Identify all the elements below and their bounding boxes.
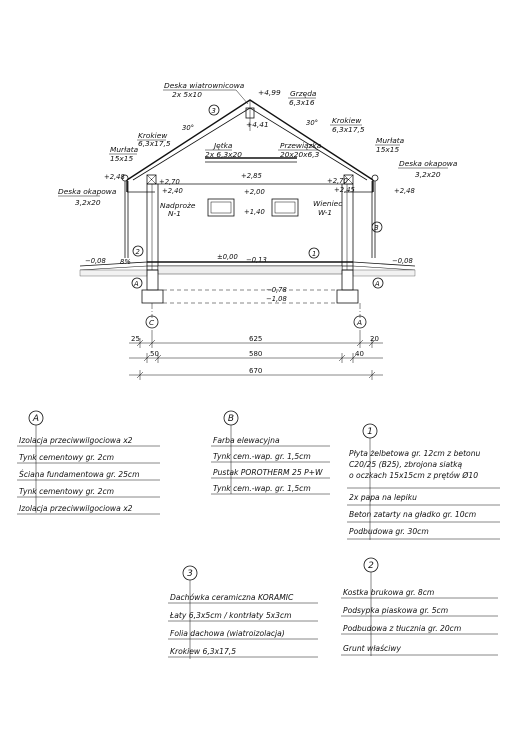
legend-2 — [341, 558, 498, 656]
label-krokiew-left-dim: 6,3x17,5 — [138, 139, 171, 148]
right-wall — [342, 184, 353, 270]
gutter-right — [372, 175, 378, 181]
dim-670: 670 — [249, 367, 263, 375]
elev-1-40: +1,40 — [244, 208, 265, 216]
legend-b-row-1: Farba elewacyjna — [213, 436, 280, 445]
elev-0-08-left: −0,08 — [85, 257, 106, 265]
dim-50: 50 — [150, 350, 159, 358]
elev-2-48-left: +2,48 — [104, 173, 125, 181]
elev-4-99: +4,99 — [258, 88, 281, 97]
label-grzeda-dim: 6,3x16 — [289, 98, 315, 107]
elev-2-70-left: +2,70 — [159, 178, 180, 186]
legend-2-row-4: Grunt właściwy — [343, 644, 402, 653]
elev-2-70-right: +2,70 — [327, 177, 348, 185]
dim-20: 20 — [370, 335, 379, 343]
dim-625: 625 — [249, 335, 263, 343]
label-jetka: Jętka — [214, 141, 233, 150]
legend-b-row-2: Tynk cem.-wap. gr. 1,5cm — [213, 452, 311, 461]
elev-0-13: −0,13 — [246, 256, 267, 264]
label-nadproze-id: N-1 — [168, 209, 181, 218]
legend-3-row-2: Łaty 6,3x5cm / kontrłaty 5x3cm — [170, 611, 292, 620]
elev-0-00: ±0,00 — [217, 253, 238, 261]
legend-3-row-1: Dachówka ceramiczna KORAMIC — [170, 593, 294, 602]
legend-1-row-2: C20/25 (B25), zbrojona siatką — [349, 460, 463, 469]
legend-a-row-2: Tynk cementowy gr. 2cm — [19, 453, 115, 462]
legend-2-row-3: Podbudowa z tłucznia gr. 20cm — [343, 624, 462, 633]
legend-3-tag: 3 — [187, 569, 193, 579]
label-jetka-dim: 2x 6,3x20 — [205, 150, 242, 159]
label-wieniec: Wieniec — [313, 199, 343, 208]
label-krokiew-left: Krokiew — [138, 131, 168, 140]
label-murlata-left: Murłata — [110, 145, 139, 154]
label-murlata-right: Murłata — [376, 136, 405, 145]
label-murlata-right-dim: 15x15 — [376, 145, 400, 154]
left-wall — [147, 184, 158, 270]
tag-3-roof: 3 — [211, 107, 216, 115]
elev-2-48-right: +2,48 — [394, 187, 415, 195]
legend-a-tag: A — [32, 414, 40, 424]
foundation-wall-right — [342, 270, 353, 290]
legend-1-row-4: 2x papa na lepiku — [349, 493, 417, 502]
legend-b — [211, 411, 330, 494]
legend-a-row-3: Ściana fundamentowa gr. 25cm — [19, 470, 140, 479]
legend-1-row-6: Podbudowa gr. 30cm — [349, 527, 429, 536]
elev-1-08: −1,08 — [266, 295, 287, 303]
legend-2-row-2: Podsypka piaskowa gr. 5cm — [343, 606, 449, 615]
window-left — [208, 199, 234, 216]
elev-2-85: +2,85 — [241, 172, 262, 180]
label-murlata-left-dim: 15x15 — [110, 154, 134, 163]
tag-B-wall: B — [374, 224, 379, 232]
slope-8: 8% — [120, 258, 131, 266]
footing-left — [142, 290, 163, 303]
tag-A-right: A — [375, 280, 380, 288]
elev-2-00: +2,00 — [244, 188, 265, 196]
legend-1-row-1: Płyta żelbetowa gr. 12cm z betonu — [349, 449, 481, 458]
elev-0-08-right: −0,08 — [392, 257, 413, 265]
angle-left: 30° — [182, 124, 195, 132]
dim-580: 580 — [249, 350, 263, 358]
legend-2-row-1: Kostka brukowa gr. 8cm — [343, 588, 435, 597]
legend-a-row-4: Tynk cementowy gr. 2cm — [19, 487, 115, 496]
legend-b-row-4: Tynk cem.-wap. gr. 1,5cm — [213, 484, 311, 493]
dim-40: 40 — [355, 350, 364, 358]
legend-1-row-5: Beton zatarty na gładko gr. 10cm — [349, 510, 477, 519]
angle-right: 30° — [306, 119, 319, 127]
legend-2-tag: 2 — [368, 561, 374, 571]
legend-a — [17, 411, 160, 514]
label-deska-wiatrownicowa-dim: 2x 5x10 — [172, 90, 202, 99]
axis-c: C — [149, 318, 155, 327]
label-deska-okapowa-right-dim: 3,2x20 — [415, 170, 441, 179]
legend-a-row-5: Izolacja przeciwwilgociowa x2 — [19, 504, 133, 513]
dimension-lines — [129, 316, 383, 380]
legend-3-row-4: Krokiew 6,3x17,5 — [170, 647, 237, 656]
label-nadproze: Nadproże — [160, 201, 196, 210]
legend-a-row-1: Izolacja przeciwwilgociowa x2 — [19, 436, 133, 445]
foundation-wall-left — [147, 270, 158, 290]
elev-4-41: +4,41 — [246, 120, 269, 129]
label-deska-wiatrownicowa: Deska wiatrownicowa — [164, 81, 245, 90]
label-wieniec-id: W-1 — [318, 208, 333, 217]
legend-1 — [347, 424, 500, 540]
tag-1-floor: 1 — [312, 250, 317, 258]
footing-right — [337, 290, 358, 303]
label-krokiew-right: Krokiew — [332, 116, 362, 125]
window-right — [272, 199, 298, 216]
elev-2-45-right: +2,45 — [334, 186, 355, 194]
tag-A-left: A — [134, 280, 139, 288]
elev-2-40-left: +2,40 — [162, 187, 183, 195]
floor-subbase — [158, 266, 342, 274]
tag-2-pavement: 2 — [135, 248, 140, 256]
axis-a: A — [357, 318, 363, 327]
label-deska-okapowa-left-dim: 3,2x20 — [75, 198, 101, 207]
elev-0-78: −0,78 — [266, 286, 287, 294]
label-przewiazka: Przewiązka — [280, 141, 322, 150]
label-grzeda: Grzęda — [290, 89, 317, 98]
legend-b-row-3: Pustak POROTHERM 25 P+W — [213, 468, 323, 477]
label-deska-okapowa-right: Deska okapowa — [399, 159, 458, 168]
label-przewiazka-dim: 20x20x6,3 — [280, 150, 320, 159]
legend-1-row-3: o oczkach 15x15cm z prętów Ø10 — [349, 471, 479, 480]
label-krokiew-right-dim: 6,3x17,5 — [332, 125, 365, 134]
legend-1-tag: 1 — [367, 427, 373, 437]
legend-3-row-3: Folia dachowa (wiatroizolacja) — [170, 629, 285, 638]
legend-3 — [168, 566, 318, 659]
ground-floor — [80, 262, 415, 318]
label-deska-okapowa-left: Deska okapowa — [58, 187, 117, 196]
legend-b-tag: B — [227, 414, 235, 424]
dim-25: 25 — [131, 335, 140, 343]
